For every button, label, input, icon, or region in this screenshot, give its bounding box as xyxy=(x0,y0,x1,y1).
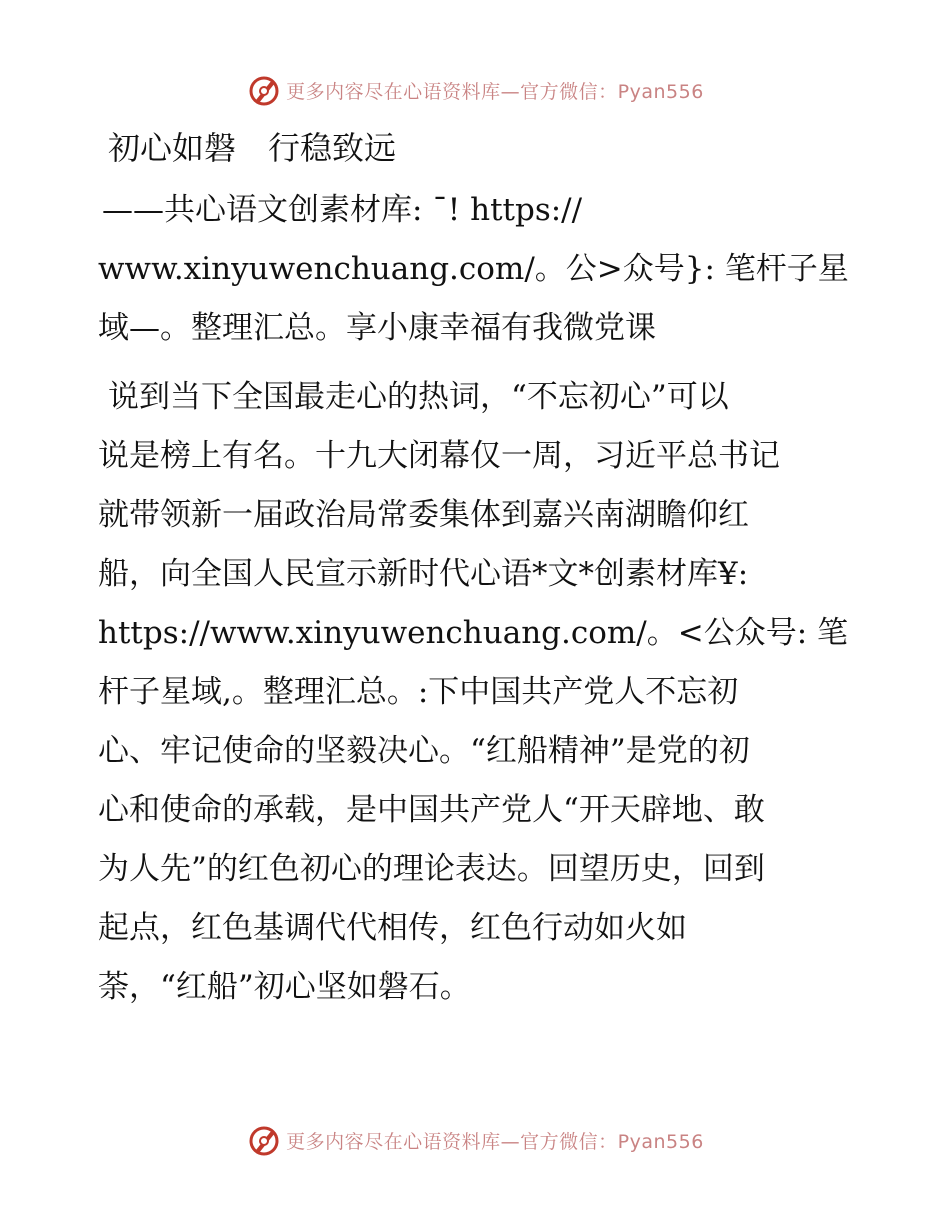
pen-logo-icon xyxy=(246,72,282,108)
body-paragraph xyxy=(98,368,858,1017)
body-line: 就带领新一届政治局常委集体到嘉兴南湖瞻仰红 xyxy=(98,497,749,533)
body-line: 心、牢记使命的坚毅决心。“红船精神”是党的初 xyxy=(98,733,750,769)
body-line: 起点，红色基调代代相传，红色行动如火如 xyxy=(98,910,687,946)
document-title: 初心如磐 行稳致远 xyxy=(108,129,397,167)
body-line: 为人先”的红色初心的理论表达。回望历史，回到 xyxy=(98,851,765,887)
source-note xyxy=(98,181,858,358)
source-line: www.xinyuwenchuang.com/。公>众号}: 笔杆子星 xyxy=(98,251,849,287)
body-line: https://www.xinyuwenchuang.com/。<公众号: 笔 xyxy=(98,615,849,651)
header-watermark-banner xyxy=(0,70,950,110)
footer-watermark-text: 更多内容尽在心语资料库—官方微信：Pyan556 xyxy=(286,1130,704,1153)
body-line: 说到当下全国最走心的热词，“不忘初心”可以 xyxy=(108,379,729,415)
pen-logo-icon xyxy=(246,1122,282,1158)
header-watermark-text: 更多内容尽在心语资料库—官方微信：Pyan556 xyxy=(286,80,704,103)
source-line: 域—。整理汇总。享小康幸福有我微党课 xyxy=(98,310,656,346)
document-body xyxy=(98,123,858,1017)
source-line: ——共心语文创素材库: ¯! https:// xyxy=(102,192,583,228)
body-line: 荼，“红船”初心坚如磐石。 xyxy=(98,969,471,1005)
body-line: 船，向全国人民宣示新时代心语*文*创素材库¥: xyxy=(98,556,749,592)
body-line: 杆子星域,。整理汇总。:下中国共产党人不忘初 xyxy=(98,674,739,710)
body-line: 心和使命的承载，是中国共产党人“开天辟地、敢 xyxy=(98,792,765,828)
body-line: 说是榜上有名。十九大闭幕仅一周，习近平总书记 xyxy=(98,438,780,474)
footer-watermark-banner xyxy=(0,1120,950,1160)
